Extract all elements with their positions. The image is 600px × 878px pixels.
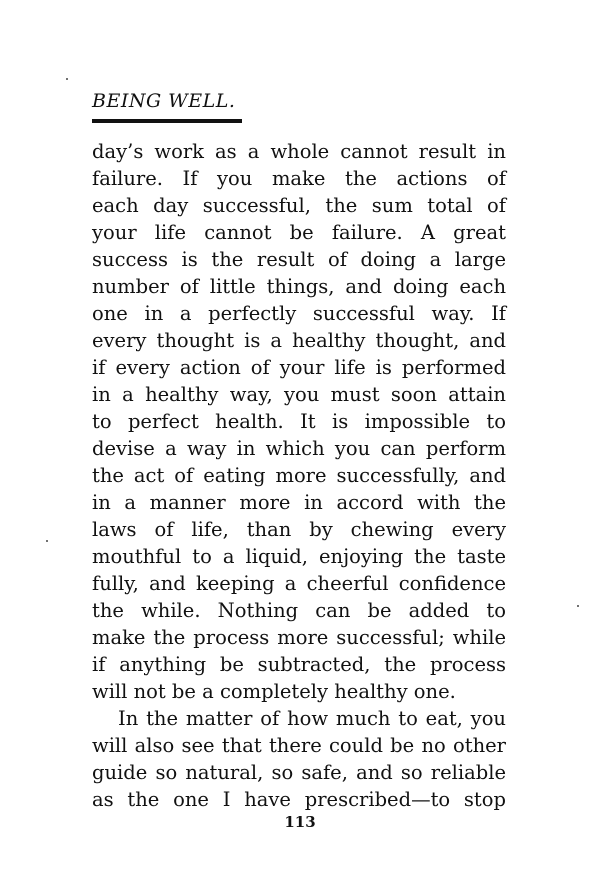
text-line: guide so natural, so safe, and so reliable xyxy=(92,761,506,784)
text-line: if every action of your life is performed xyxy=(92,356,506,379)
header-rule xyxy=(92,119,242,123)
paragraph-1 xyxy=(92,138,506,705)
text-line: In the matter of how much to eat, you xyxy=(118,707,506,730)
text-line: in a healthy way, you must soon attain xyxy=(92,383,506,406)
text-line: the while. Nothing can be added to xyxy=(92,599,506,622)
text-line: to perfect health. It is impossible to xyxy=(92,410,506,433)
body-text xyxy=(92,138,506,813)
text-line: each day successful, the sum total of xyxy=(92,194,506,217)
text-line: every thought is a healthy thought, and xyxy=(92,329,506,352)
text-line: failure. If you make the actions of xyxy=(92,167,506,190)
text-line: your life cannot be failure. A great xyxy=(92,221,506,244)
text-line: the act of eating more successfully, and xyxy=(92,464,506,487)
page-number: 113 xyxy=(284,813,316,831)
running-head: BEING WELL. xyxy=(92,90,236,112)
text-line: fully, and keeping a cheerful confidence xyxy=(92,572,506,595)
text-line: will also see that there could be no other xyxy=(92,734,506,757)
text-line: devise a way in which you can perform xyxy=(92,437,506,460)
text-line: one in a perfectly successful way. If xyxy=(92,302,506,325)
paragraph-2 xyxy=(92,705,506,813)
text-line: number of little things, and doing each xyxy=(92,275,506,298)
text-line: laws of life, than by chewing every xyxy=(92,518,506,541)
print-speck xyxy=(577,605,579,607)
text-line: if anything be subtracted, the process xyxy=(92,653,506,676)
text-line: in a manner more in accord with the xyxy=(92,491,506,514)
print-speck xyxy=(66,78,68,80)
text-line: mouthful to a liquid, enjoying the taste xyxy=(92,545,506,568)
text-line: success is the result of doing a large xyxy=(92,248,506,271)
print-speck xyxy=(46,540,48,542)
text-line: make the process more successful; while xyxy=(92,626,506,649)
text-line: as the one I have prescribed—to stop xyxy=(92,788,506,811)
text-line: will not be a completely healthy one. xyxy=(92,680,456,703)
text-line: day’s work as a whole cannot result in xyxy=(92,140,506,163)
